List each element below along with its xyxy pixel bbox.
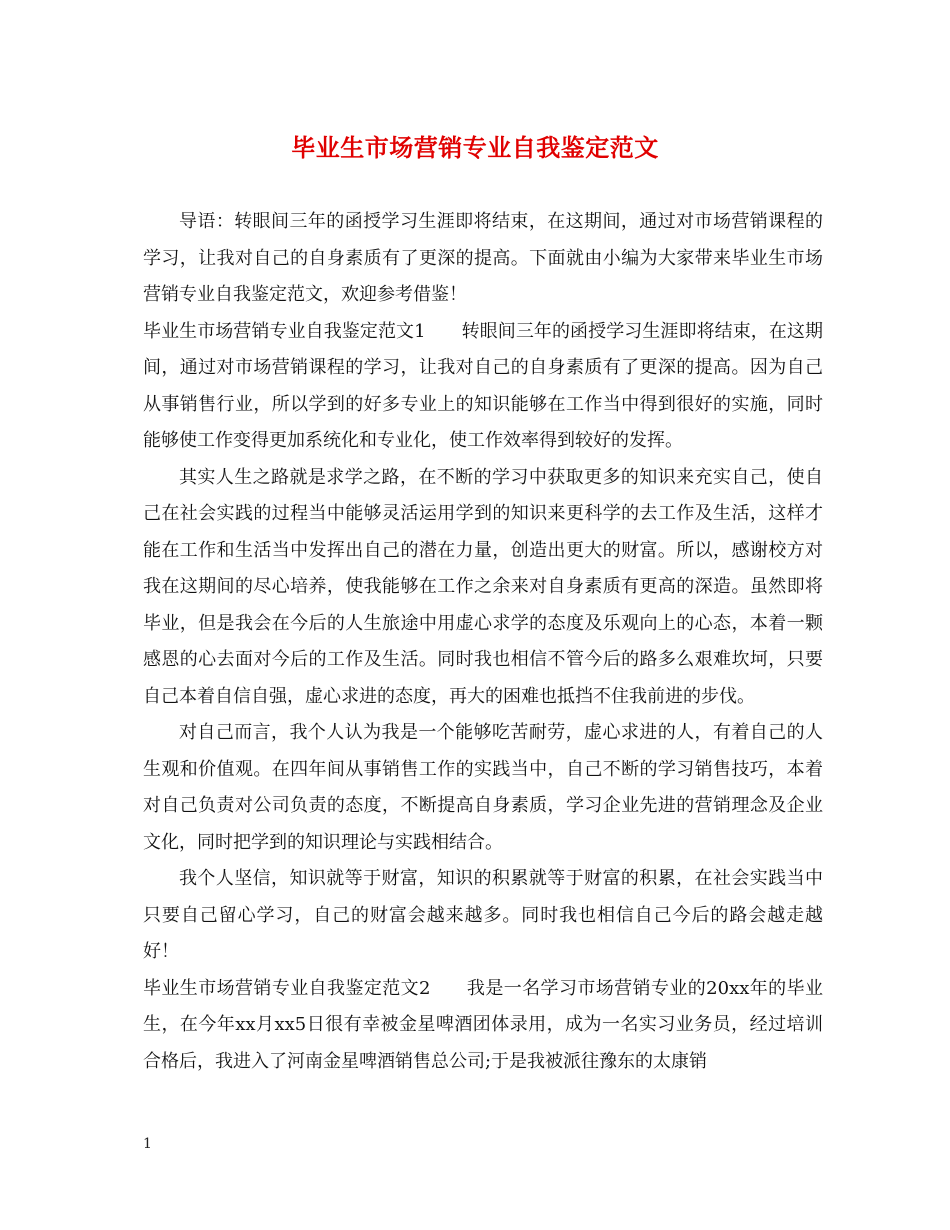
page-number: 1 (143, 1136, 152, 1152)
document-title: 毕业生市场营销专业自我鉴定范文 (291, 133, 659, 162)
section2-heading: 毕业生市场营销专业自我鉴定范文2 (143, 977, 431, 999)
body-paragraph: 其实人生之路就是求学之路，在不断的学习中获取更多的知识来充实自己，使自己在社会实践的过程当中能够灵活运用学到的知识来更科学的去工作及生活，这样才能在工作和生活当中发挥出自己的潜在力量，创造出更大的财富。所以，感谢校方对我在这期间的尽心培养，使我能够在工作之余来对自身素质有更高的深造。虽然即将毕业，但是我会在今后的人生旅途中用虚心求学的态度及乐观向上的心态，本着一颗感恩的心去面对今后的工作及生活。同时我也相信不管今后的路多么艰难坎坷，只要自己本着自信自强，虚心求进的态度，再大的困难也抵挡不住我前进的步伐。 (143, 466, 823, 707)
section2-paragraph (143, 971, 823, 1081)
document-body (143, 204, 823, 1080)
body-paragraph: 我个人坚信，知识就等于财富，知识的积累就等于财富的积累，在社会实践当中只要自己留心学习，自己的财富会越来越多。同时我也相信自己今后的路会越走越好！ (143, 868, 823, 962)
section2-lead-text: 我是一名学习市场营销专业的20xx年的毕业生，在今年xx月xx5日很有幸被金星啤酒团体录用，成为一名实习业务员，经过培训合格后，我进入了河南金星啤酒销售总公司;于是我被派往豫东的太康销 (143, 977, 823, 1072)
section1-heading: 毕业生市场营销专业自我鉴定范文1 (143, 320, 426, 342)
intro-paragraph: 导语：转眼间三年的函授学习生涯即将结束，在这期间，通过对市场营销课程的学习，让我对自己的自身素质有了更深的提高。下面就由小编为大家带来毕业生市场营销专业自我鉴定范文，欢迎参考借鉴！ (143, 211, 823, 305)
body-paragraph: 对自己而言，我个人认为我是一个能够吃苦耐劳，虚心求进的人，有着自己的人生观和价值观。在四年间从事销售工作的实践当中，自己不断的学习销售技巧，本着对自己负责对公司负责的态度，不断提高自身素质，学习企业先进的营销理念及企业文化，同时把学到的知识理论与实践相结合。 (143, 722, 823, 853)
section1-paragraph (143, 314, 823, 460)
section1-lead-text: 转眼间三年的函授学习生涯即将结束，在这期间，通过对市场营销课程的学习，让我对自己的自身素质有了更深的提高。因为自己从事销售行业，所以学到的好多专业上的知识能够在工作当中得到很好的实施，同时能够使工作变得更加系统化和专业化，使工作效率得到较好的发挥。 (143, 320, 824, 451)
